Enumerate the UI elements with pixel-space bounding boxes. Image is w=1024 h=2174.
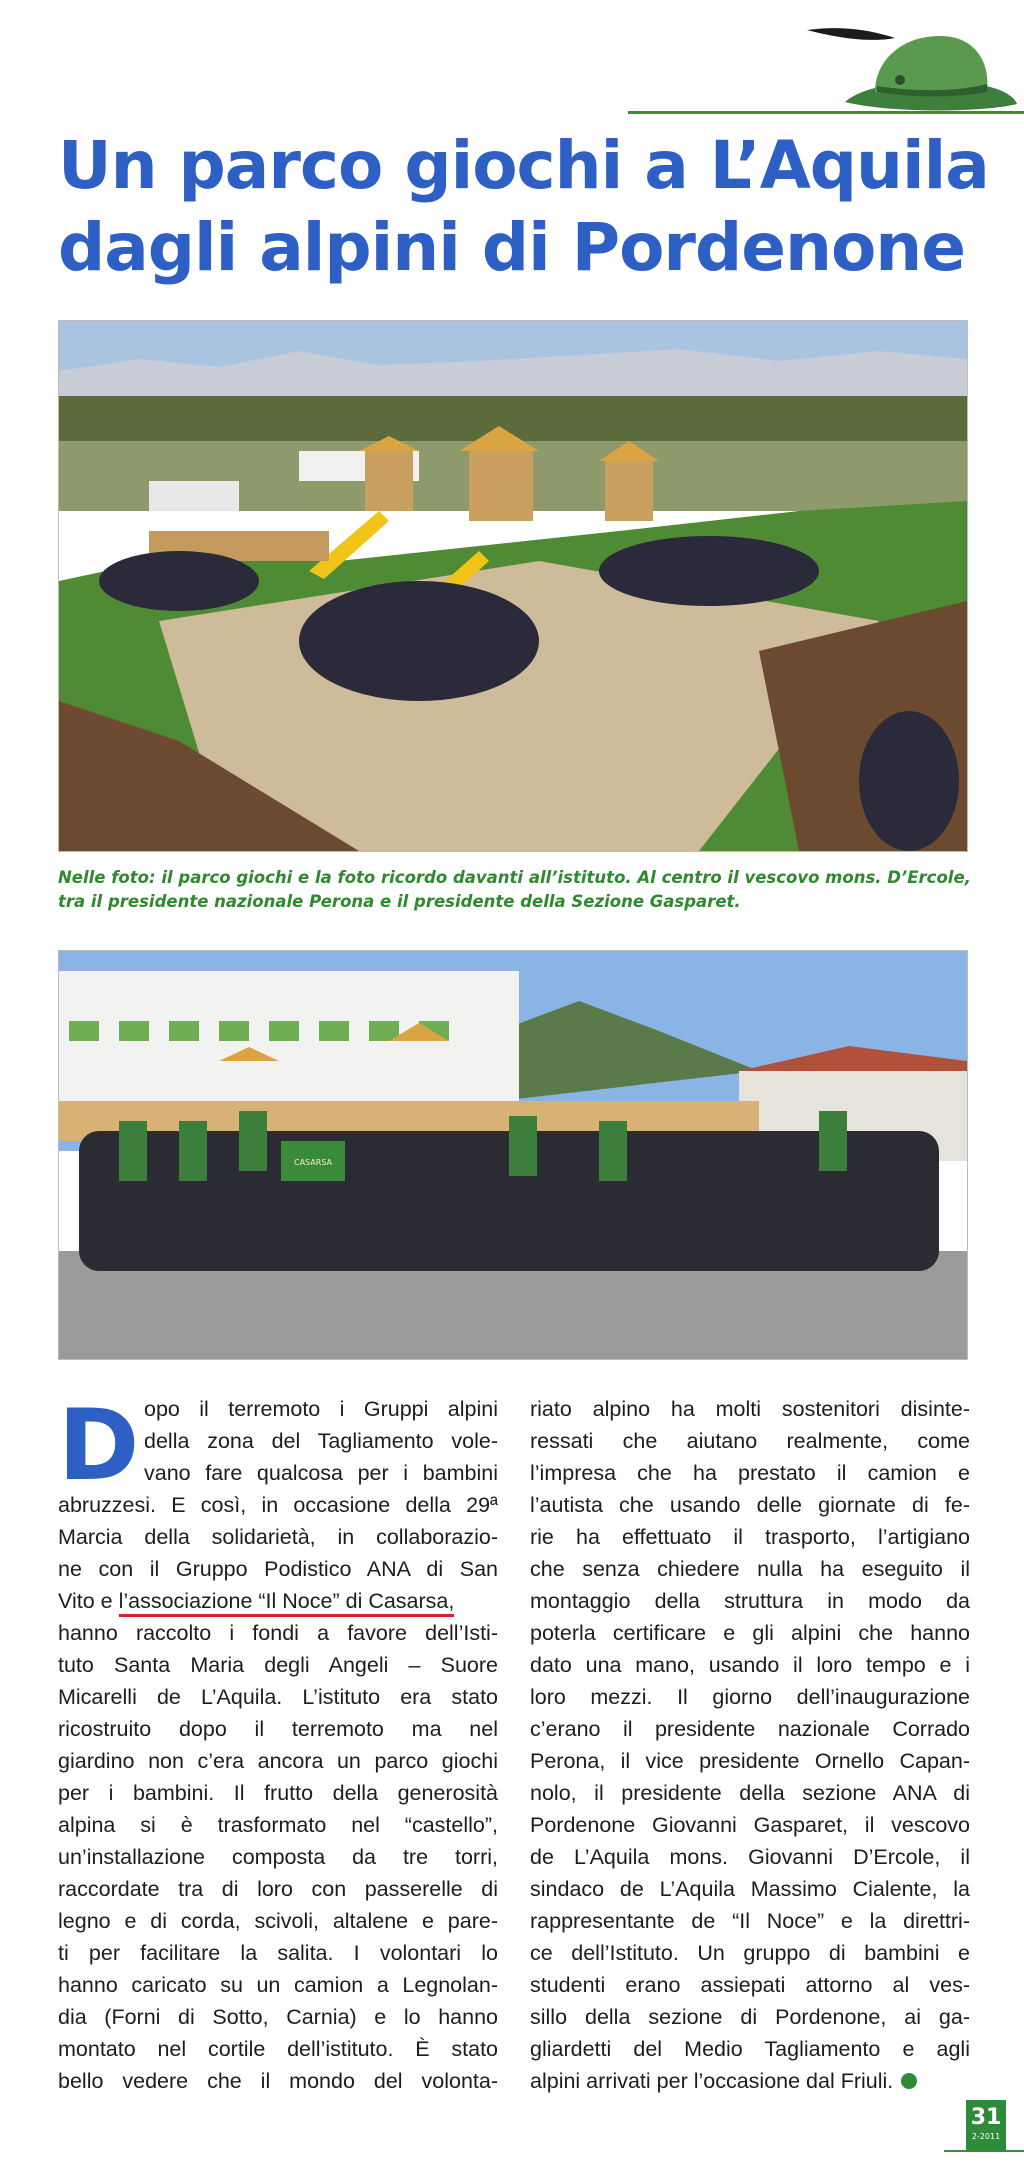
page-number: 31	[970, 2105, 1002, 2130]
text-line: ressati che aiutano realmente, come	[530, 1429, 970, 1453]
issue-number: 2-2011	[971, 2132, 1001, 2141]
footer-rule	[944, 2150, 1024, 2152]
article-column-right	[530, 1393, 970, 2097]
page-number-badge	[966, 2100, 1006, 2150]
photo-caption	[58, 866, 970, 914]
text-line: nolo, il presidente della sezione ANA di	[530, 1781, 970, 1805]
caption-line-2: tra il presidente nazionale Perona e il presidente della Sezione Gasparet.	[58, 892, 741, 911]
text-line	[58, 1585, 498, 1617]
group-photo	[58, 950, 968, 1360]
text-line: Marcia della solidarietà, in collaborazio-	[58, 1525, 498, 1549]
text-line: l’autista che usando delle giornate di fe-	[530, 1493, 970, 1517]
text-line: per i bambini. Il frutto della generosità	[58, 1781, 498, 1805]
text-line: studenti erano assiepati attorno al ves-	[530, 1973, 970, 1997]
text-line: ti per facilitare la salita. I volontari lo	[58, 1941, 498, 1965]
text-line: giardino non c’era ancora un parco giochi	[58, 1749, 498, 1773]
text-line: montaggio della struttura in modo da	[530, 1589, 970, 1613]
text-line: Perona, il vice presidente Ornello Capan-	[530, 1749, 970, 1773]
text-line: riato alpino ha molti sostenitori disinte-	[530, 1397, 970, 1421]
title-line-1: Un parco giochi a L’Aquila	[58, 127, 989, 204]
text-line: loro mezzi. Il giorno dell’inaugurazione	[530, 1685, 970, 1709]
vessillo-banner-text: CASARSA	[293, 1158, 333, 1167]
text-line: un’installazione composta da tre torri,	[58, 1845, 498, 1869]
text-line: dia (Forni di Sotto, Carnia) e lo hanno	[58, 2005, 498, 2029]
underlined-association-name: l’associazione “Il Noce” di Casarsa,	[119, 1589, 455, 1617]
text-line: ricostruito dopo il terremoto ma nel	[58, 1717, 498, 1741]
text-fragment: Vito e	[58, 1589, 119, 1613]
text-line: abruzzesi. E così, in occasione della 29ª	[58, 1493, 498, 1517]
article-column-left	[58, 1389, 498, 2097]
text-line: sillo della sezione di Pordenone, ai ga-	[530, 2005, 970, 2029]
text-line: de L’Aquila mons. Giovanni D’Ercole, il	[530, 1845, 970, 1869]
text-line: che senza chiedere nulla ha eseguito il	[530, 1557, 970, 1581]
text-line: poterla certificare e gli alpini che hanno	[530, 1621, 970, 1645]
text-line: della zona del Tagliamento vole-	[144, 1429, 498, 1453]
text-line: hanno caricato su un camion a Legnolan-	[58, 1973, 498, 1997]
text-line: dato una mano, usando il loro tempo e i	[530, 1653, 970, 1677]
playground-photo	[58, 320, 968, 852]
alpine-hat-icon	[805, 22, 1020, 122]
text-line: gliardetti del Medio Tagliamento e agli	[530, 2037, 970, 2061]
title-line-2: dagli alpini di Pordenone	[58, 209, 966, 286]
text-fragment: alpini arrivati per l’occasione dal Friuli.	[530, 2069, 894, 2093]
text-line: l’impresa che ha prestato il camion e	[530, 1461, 970, 1485]
end-of-article-bullet-icon	[901, 2073, 917, 2089]
text-line: Pordenone Giovanni Gasparet, il vescovo	[530, 1813, 970, 1837]
text-line: ne con il Gruppo Podistico ANA di San	[58, 1557, 498, 1581]
dropcap-letter: D	[58, 1389, 140, 1503]
article-title	[58, 125, 998, 289]
text-line: tuto Santa Maria degli Angeli – Suore	[58, 1653, 498, 1677]
text-line: legno e di corda, scivoli, altalene e pare-	[58, 1909, 498, 1933]
text-line: rappresentante de “Il Noce” e la direttri-	[530, 1909, 970, 1933]
text-line: Micarelli de L’Aquila. L’istituto era stato	[58, 1685, 498, 1709]
text-line: alpina si è trasformato nel “castello”,	[58, 1813, 498, 1837]
text-line: opo il terremoto i Gruppi alpini	[144, 1397, 498, 1421]
text-line: raccordate tra di loro con passerelle di	[58, 1877, 498, 1901]
text-line: vano fare qualcosa per i bambini	[144, 1461, 498, 1485]
text-line: ce dell’Istituto. Un gruppo di bambini e	[530, 1941, 970, 1965]
text-line: bello vedere che il mondo del volonta-	[58, 2069, 498, 2093]
text-line: montato nel cortile dell’istituto. È stato	[58, 2037, 498, 2061]
caption-line-1: Nelle foto: il parco giochi e la foto ricordo davanti all’istituto. Al centro il vescovo mons. D’Ercole,	[58, 868, 971, 887]
text-line: c’erano il presidente nazionale Corrado	[530, 1717, 970, 1741]
text-line: rie ha effettuato il trasporto, l’artigiano	[530, 1525, 970, 1549]
text-line	[530, 2065, 970, 2097]
text-line: hanno raccolto i fondi a favore dell’Isti-	[58, 1621, 498, 1645]
text-line: sindaco de L’Aquila Massimo Cialente, la	[530, 1877, 970, 1901]
